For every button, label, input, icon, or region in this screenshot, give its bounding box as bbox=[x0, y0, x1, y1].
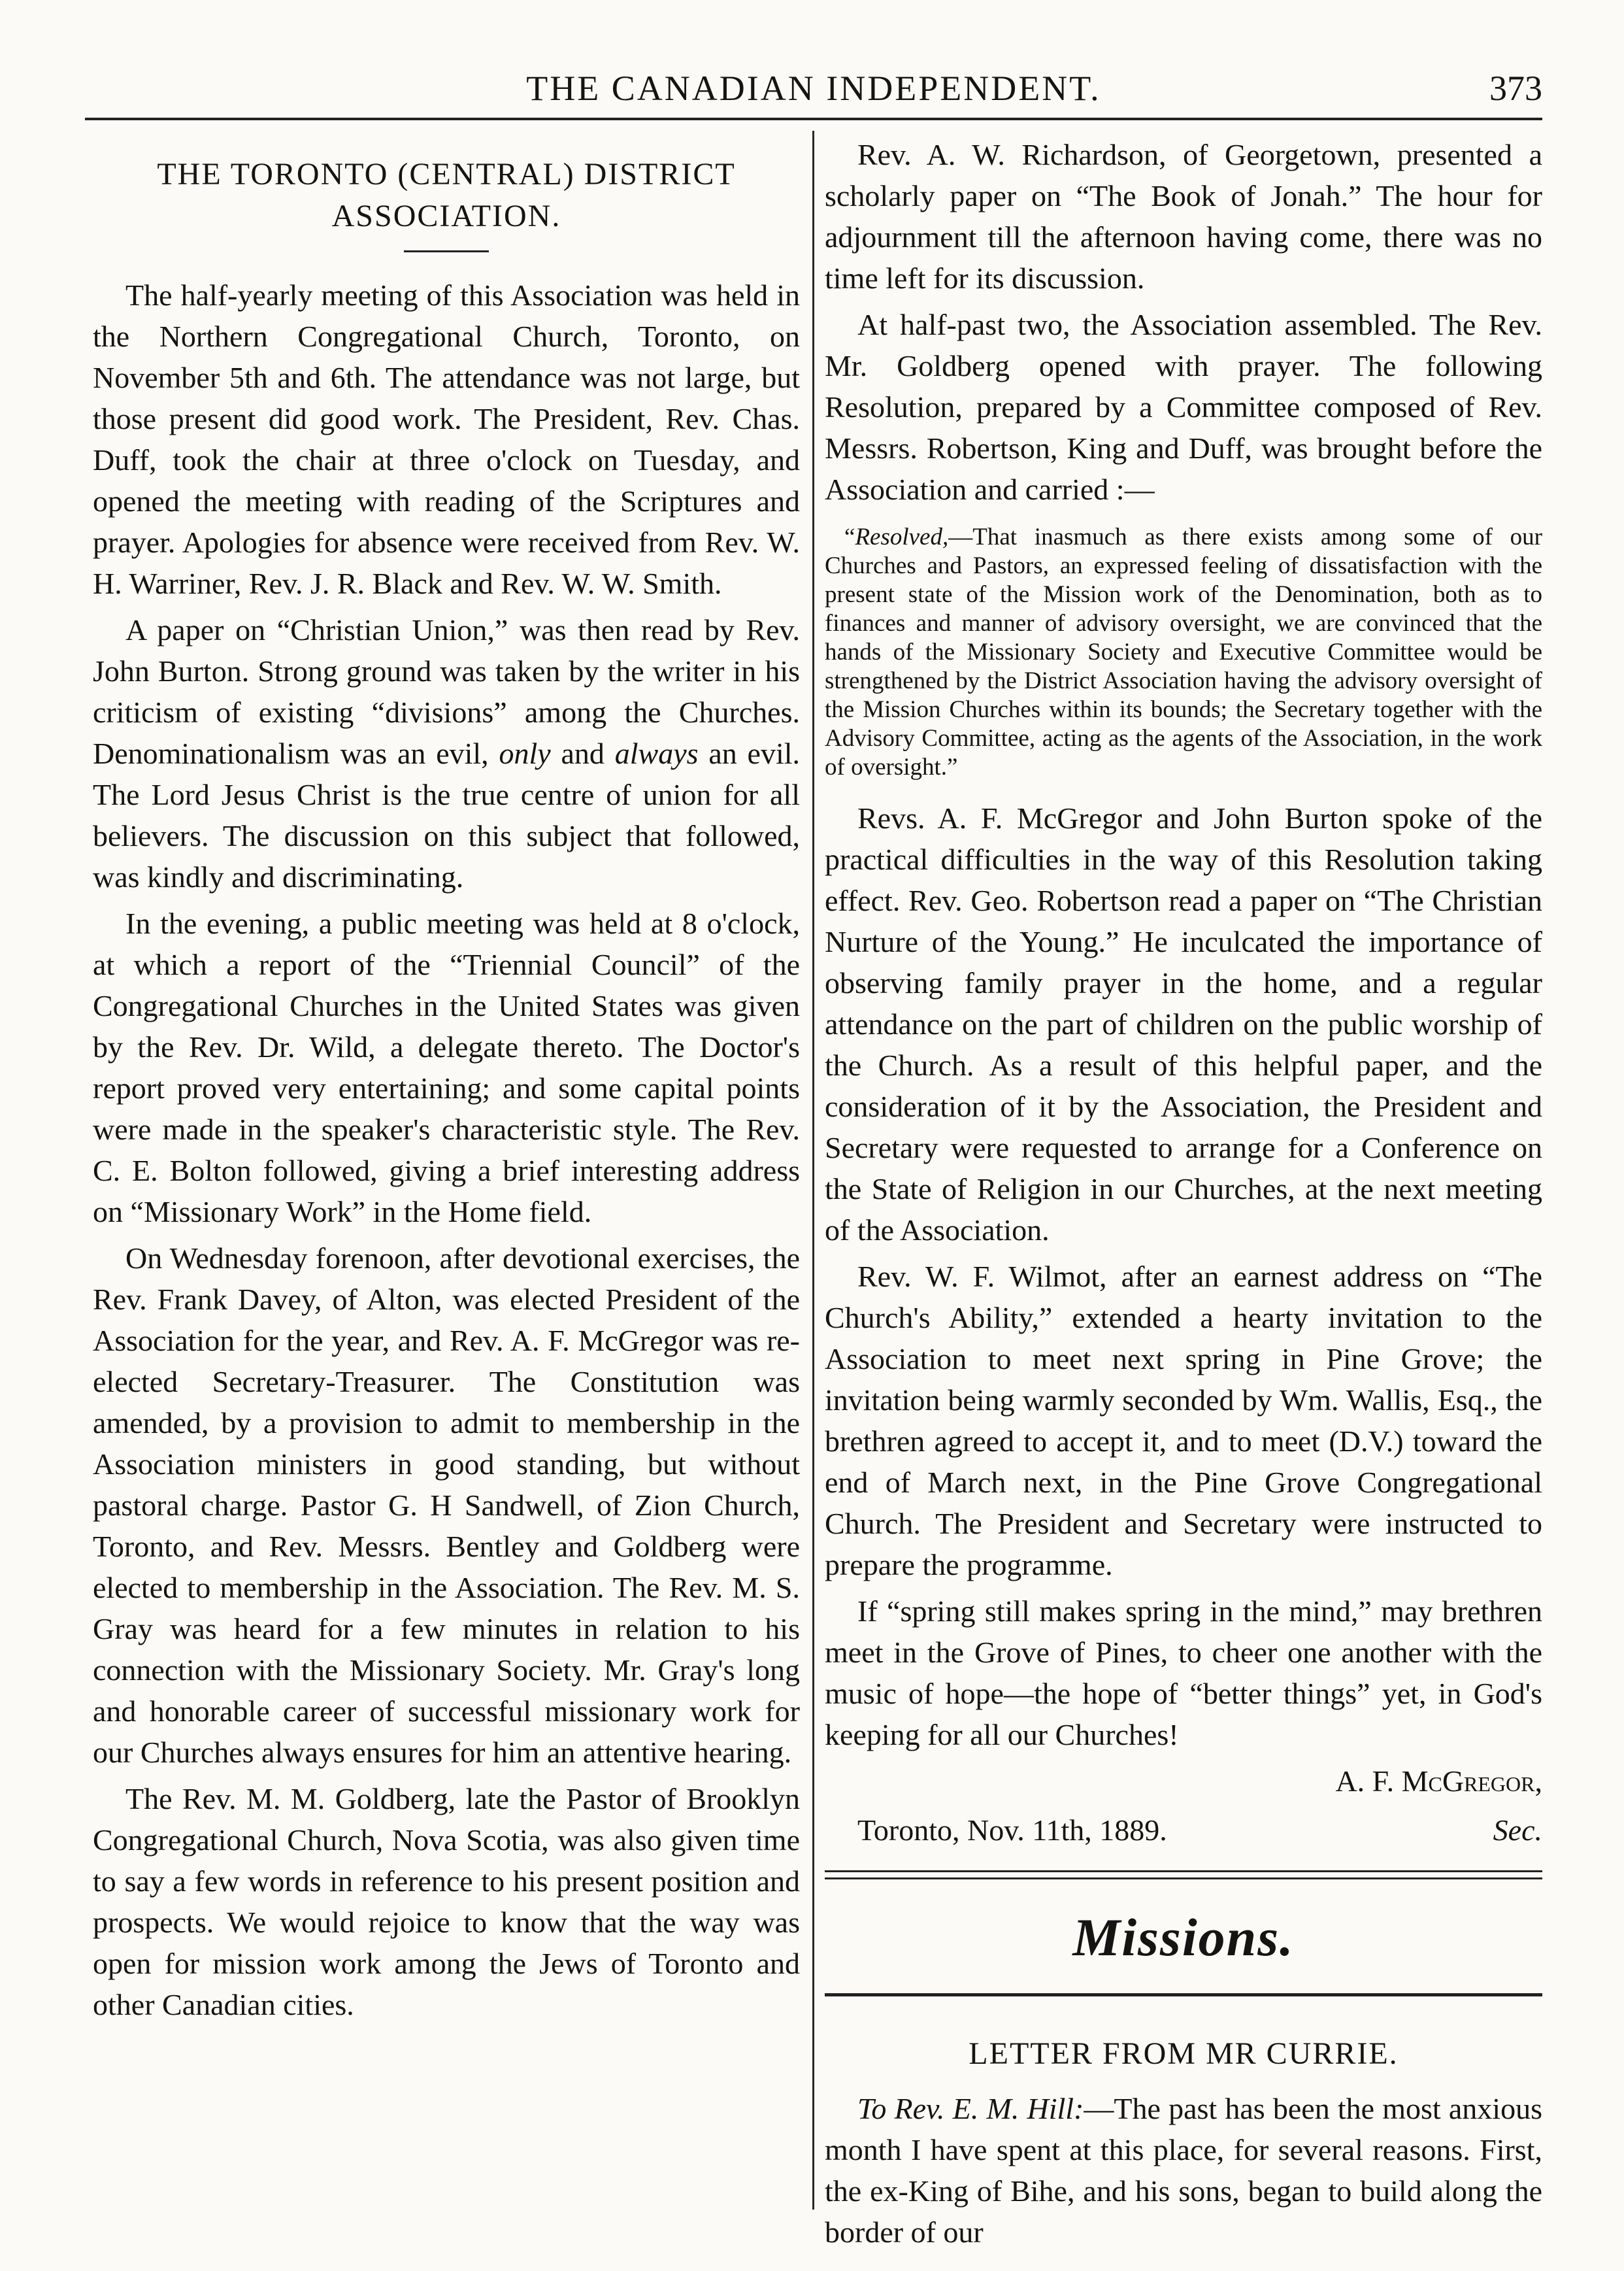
dateline-text: Toronto, Nov. 11th, 1889. bbox=[857, 1813, 1167, 1847]
salutation: To Rev. E. M. Hill: bbox=[857, 2092, 1084, 2125]
resolution-text: —That inasmuch as there exists among some of our Churches and Pastors, an expressed feeling of dissatisfaction with the present state of the Mission work of the Denomination, both as to finances and manner of advisory oversight, we are convinced that the hands of the Missionary Society and Executive Committee would be strengthened by the District Association having the advisory oversight of the Mission Churches within its bounds; the Secretary together with the Advisory Committee, acting as the agents of the Association, in the work of oversight.” bbox=[825, 524, 1542, 781]
paragraph: The Rev. M. M. Goldberg, late the Pastor of Brooklyn Congregational Church, Nova Scotia, was also given time to say a few words in reference to his present position and prospects. We would rejoice to know that the way was open for mission work among the Jews of Toronto and other Canadian cities. bbox=[93, 1782, 800, 2021]
page-number: 373 bbox=[1489, 69, 1542, 108]
dateline bbox=[825, 1809, 1542, 1851]
article-title bbox=[93, 154, 800, 237]
sec-abbrev: Sec. bbox=[1493, 1813, 1542, 1847]
text-run: and bbox=[561, 737, 605, 770]
paragraph: If “spring still makes spring in the mind,” may brethren meet in the Grove of Pines, to cheer one another with the music of hope—the hope of “better things” yet, in God's keeping for all our Churches! bbox=[825, 1594, 1542, 1751]
section-double-rule bbox=[825, 1870, 1542, 1879]
paragraph: On Wednesday forenoon, after devotional exercises, the Rev. Frank Davey, of Alton, was elected President of the Association for the year, and Rev. A. F. McGregor was re-elected Secretary-Treasurer. The Constitution was amended, by a provision to admit to membership in the Association ministers in good standing, but without pastoral charge. Pastor G. H Sandwell, of Zion Church, Toronto, and Rev. Messrs. Bentley and Goldberg were elected to membership in the Association. The Rev. M. S. Gray was heard for a few minutes in relation to his connection with the Missionary Society. Mr. Gray's long and honorable career of successful missionary work for our Churches always ensures for him an attentive hearing. bbox=[93, 1241, 800, 1769]
signature-name: A. F. McGregor, bbox=[1335, 1764, 1542, 1798]
header-rule bbox=[85, 118, 1542, 120]
paragraph: The half-yearly meeting of this Association was held in the Northern Congregational Church, Toronto, on November 5th and 6th. The attendance was not large, but those present did good work. The President, Rev. Chas. Duff, took the chair at three o'clock on Tuesday, and opened the meeting with reading of the Scriptures and prayer. Apologies for absence were received from Rev. W. H. Warriner, Rev. J. R. Black and Rev. W. W. Smith. bbox=[93, 278, 800, 600]
missions-heading: Missions. bbox=[1072, 1908, 1295, 1967]
emphasis: Resolved, bbox=[855, 524, 949, 550]
title-rule bbox=[404, 250, 489, 252]
letter-text: —The past has been the most anxious month I have spent at this place, for several reasons. First, the ex-King of Bihe, and his sons, began to build along the border of our bbox=[825, 2092, 1542, 2249]
left-column bbox=[93, 134, 800, 2030]
letter-title: LETTER FROM MR CURRIE. bbox=[969, 2036, 1399, 2071]
missions-rule bbox=[825, 1993, 1542, 1996]
letter-paragraph bbox=[825, 2088, 1542, 2253]
paragraph-christian-union bbox=[93, 609, 800, 898]
signature bbox=[825, 1760, 1542, 1802]
article-title-line2: ASSOCIATION. bbox=[331, 199, 561, 233]
right-column bbox=[825, 134, 1542, 2258]
text-run: an evil. The Lord Jesus Christ is the true centre of union for all believers. The discussion on this subject that followed, was kindly and discriminating. bbox=[93, 737, 801, 894]
paragraph: In the evening, a public meeting was held at 8 o'clock, at which a report of the “Triennial Council” of the Congregational Churches in the United States was given by the Rev. Dr. Wild, a delegate thereto. The Doctor's report proved very entertaining; and some capital points were made in the speaker's characteristic style. The Rev. C. E. Bolton followed, giving a brief interesting address on “Missionary Work” in the Home field. bbox=[93, 907, 800, 1228]
column-divider bbox=[812, 131, 814, 2210]
journal-title: THE CANADIAN INDEPENDENT. bbox=[526, 69, 1101, 108]
paragraph: At half-past two, the Association assembled. The Rev. Mr. Goldberg opened with prayer. The following Resolution, prepared by a Committee composed of Rev. Messrs. Robertson, King and Duff, was brought before the Association and carried :— bbox=[825, 308, 1542, 506]
paragraph: Rev. A. W. Richardson, of Georgetown, presented a scholarly paper on “The Book of Jonah.” The hour for adjournment till the afternoon having come, there was no time left for its discussion. bbox=[825, 138, 1542, 295]
emphasis: only bbox=[499, 737, 551, 770]
paragraph: Revs. A. F. McGregor and John Burton spoke of the practical difficulties in the way of this Resolution taking effect. Rev. Geo. Robertson read a paper on “The Christian Nurture of the Young.” He inculcated the importance of observing family prayer in the home, and a regular attendance on the part of children on the public worship of the Church. As a result of this helpful paper, and the consideration of it by the Association, the President and Secretary were requested to arrange for a Conference on the State of Religion in our Churches, at the next meeting of the Association. bbox=[825, 801, 1542, 1247]
emphasis: always bbox=[614, 737, 699, 770]
resolution-quote bbox=[825, 523, 1542, 782]
running-header bbox=[85, 63, 1542, 122]
text-run: A paper on “Christian Union,” was then read by Rev. John Burton. Strong ground was taken by the writer in his criticism of existing “divisions” among the Churches. Denominationalism was an evil, bbox=[93, 613, 800, 770]
paragraph: Rev. W. F. Wilmot, after an earnest address on “The Church's Ability,” extended a hearty invitation to the Association to meet next spring in Pine Grove; the invitation being warmly seconded by Wm. Wallis, Esq., the brethren agreed to accept it, and to meet (D.V.) toward the end of March next, in the Pine Grove Congregational Church. The President and Secretary were instructed to prepare the programme. bbox=[825, 1260, 1542, 1581]
article-title-line1: THE TORONTO (CENTRAL) DISTRICT bbox=[157, 157, 736, 192]
quote-mark: “ bbox=[844, 524, 855, 550]
